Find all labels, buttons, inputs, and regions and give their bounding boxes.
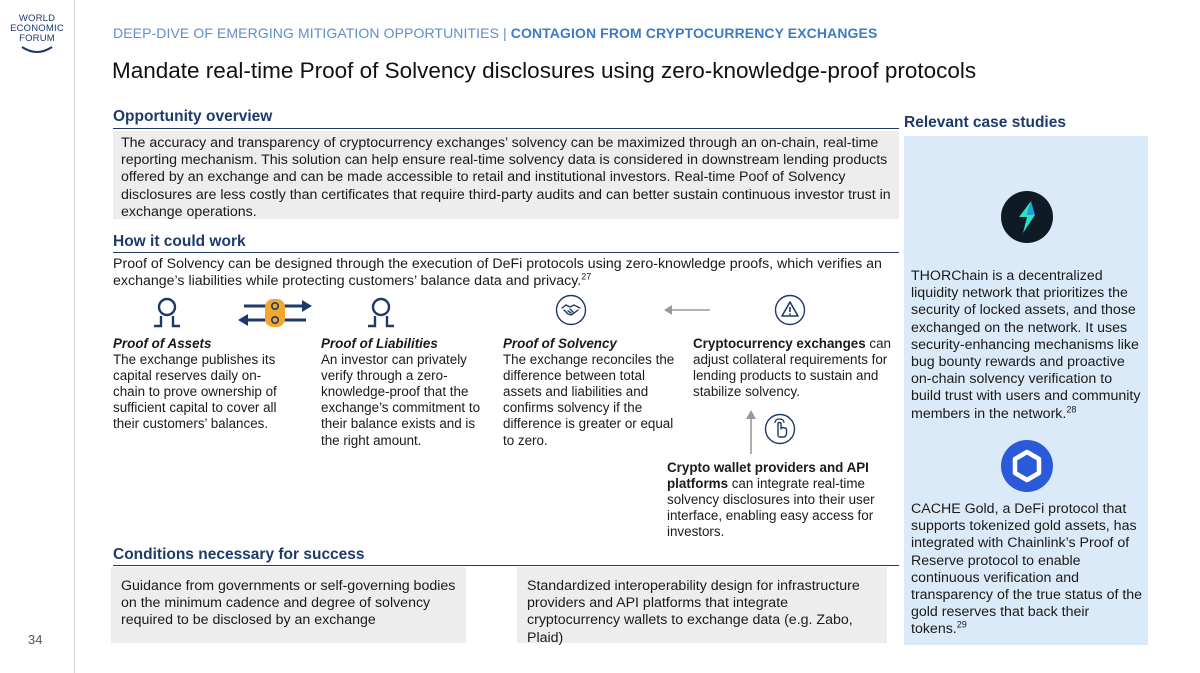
step-wallet-providers	[667, 460, 887, 540]
handshake-icon	[555, 294, 587, 326]
case-study-thorchain	[911, 268, 1143, 423]
person-icon	[150, 296, 184, 330]
tap-icon	[764, 413, 796, 445]
how-intro-text: Proof of Solvency can be designed through the execution of DeFi protocols using zero-knowledge proofs, which verifies an exchange’s liabilities while protecting customers’ balance data and privacy.	[113, 256, 882, 290]
how-intro-ref: 27	[581, 271, 592, 282]
step-text: An investor can privately verify through a zero-knowledge-proof that the exchange’s commitment to their balance exists and is the right amount.	[321, 352, 481, 448]
kicker-section: CONTAGION FROM CRYPTOCURRENCY EXCHANGES	[510, 25, 878, 41]
step-text: can adjust collateral requirements for lending products to sustain and stabilize solvency.	[693, 336, 891, 400]
logo-line-2: ECONOMIC	[10, 23, 64, 34]
case-study-ref: 29	[956, 619, 967, 630]
warning-icon	[774, 294, 806, 326]
case-study-ref: 28	[1066, 403, 1077, 414]
condition-card: Standardized interoperability design for infrastructure providers and API platforms that integrate cryptocurrency wallets to exchange data (e.g. Zabo, Plaid)	[517, 567, 887, 643]
logo-line-3: FORUM	[19, 33, 55, 44]
step-crypto-exchanges	[693, 336, 893, 400]
exchange-arrows-icon	[238, 298, 312, 328]
arrow-up-icon	[745, 410, 757, 454]
page-title: Mandate real-time Proof of Solvency disclosures using zero-knowledge-proof protocols	[112, 58, 977, 83]
case-study-cache-gold	[911, 501, 1143, 639]
logo-arc-icon	[20, 46, 54, 54]
page-number: 34	[28, 632, 43, 647]
chainlink-logo-icon	[1001, 440, 1053, 492]
step-title: Proof of Liabilities	[321, 336, 438, 351]
conditions-divider	[113, 565, 899, 566]
step-title: Proof of Assets	[113, 336, 212, 351]
case-study-text: THORChain is a decentralized liquidity network that prioritizes the security of locked assets, and those exchanged on the network. It uses security-enhancing mechanisms like bug bounty rewards and proactive on-chain solvency verification to build trust with users and community members in the network.	[911, 268, 1141, 422]
condition-card: Guidance from governments or self-governing bodies on the minimum cadence and degree of solvency required to be disclosed by an exchange	[111, 567, 466, 643]
case-studies-heading: Relevant case studies	[904, 114, 1066, 131]
step-title: Proof of Solvency	[503, 336, 617, 351]
wef-logo	[7, 14, 67, 54]
kicker-prefix: DEEP-DIVE OF EMERGING MITIGATION OPPORTUNITIES	[113, 25, 500, 41]
how-heading: How it could work	[113, 233, 246, 250]
kicker-separator: |	[503, 25, 507, 41]
step-text: The exchange reconciles the difference between total assets and liabilities and confirms solvency if the difference is greater or equal to zero.	[503, 352, 675, 448]
thorchain-logo-icon	[1001, 191, 1053, 243]
step-proof-of-solvency	[503, 336, 677, 449]
step-bold: Cryptocurrency exchanges	[693, 336, 866, 351]
conditions-heading: Conditions necessary for success	[113, 546, 365, 563]
left-sidebar	[0, 0, 75, 673]
step-proof-of-liabilities	[321, 336, 483, 449]
step-bold: Crypto wallet providers and API platforms	[667, 460, 869, 492]
step-text: The exchange publishes its capital reserves daily on-chain to prove ownership of sufficient capital to cover all their customers’ balances.	[113, 352, 277, 432]
logo-line-1: WORLD	[18, 13, 56, 24]
step-text: can integrate real-time solvency disclosures into their user interface, enabling easy access for investors.	[667, 476, 875, 540]
opportunity-text: The accuracy and transparency of cryptocurrency exchanges’ solvency can be maximized through an on-chain, real-time reporting mechanism. This solution can help ensure real-time solvency data is considered in downstream lending products offered by an exchange and can be made accessible to retail and institutional investors. Real-time Poof of Solvency disclosures are less costly than certificates that require third-party audits and can better sustain continuous investor trust in exchange operations.	[113, 131, 899, 219]
how-divider	[113, 252, 899, 253]
step-proof-of-assets	[113, 336, 291, 433]
how-intro	[113, 256, 903, 291]
opportunity-heading: Opportunity overview	[113, 108, 273, 125]
arrow-left-icon	[664, 304, 710, 316]
case-study-text: CACHE Gold, a DeFi protocol that supports tokenized gold assets, has integrated with Chainlink’s Proof of Reserve protocol to enable continuous verification and transparency of the true status of the gold reserves that back their tokens.	[911, 501, 1143, 638]
section-kicker	[113, 25, 877, 41]
opportunity-divider	[113, 128, 899, 129]
person-icon	[364, 296, 398, 330]
